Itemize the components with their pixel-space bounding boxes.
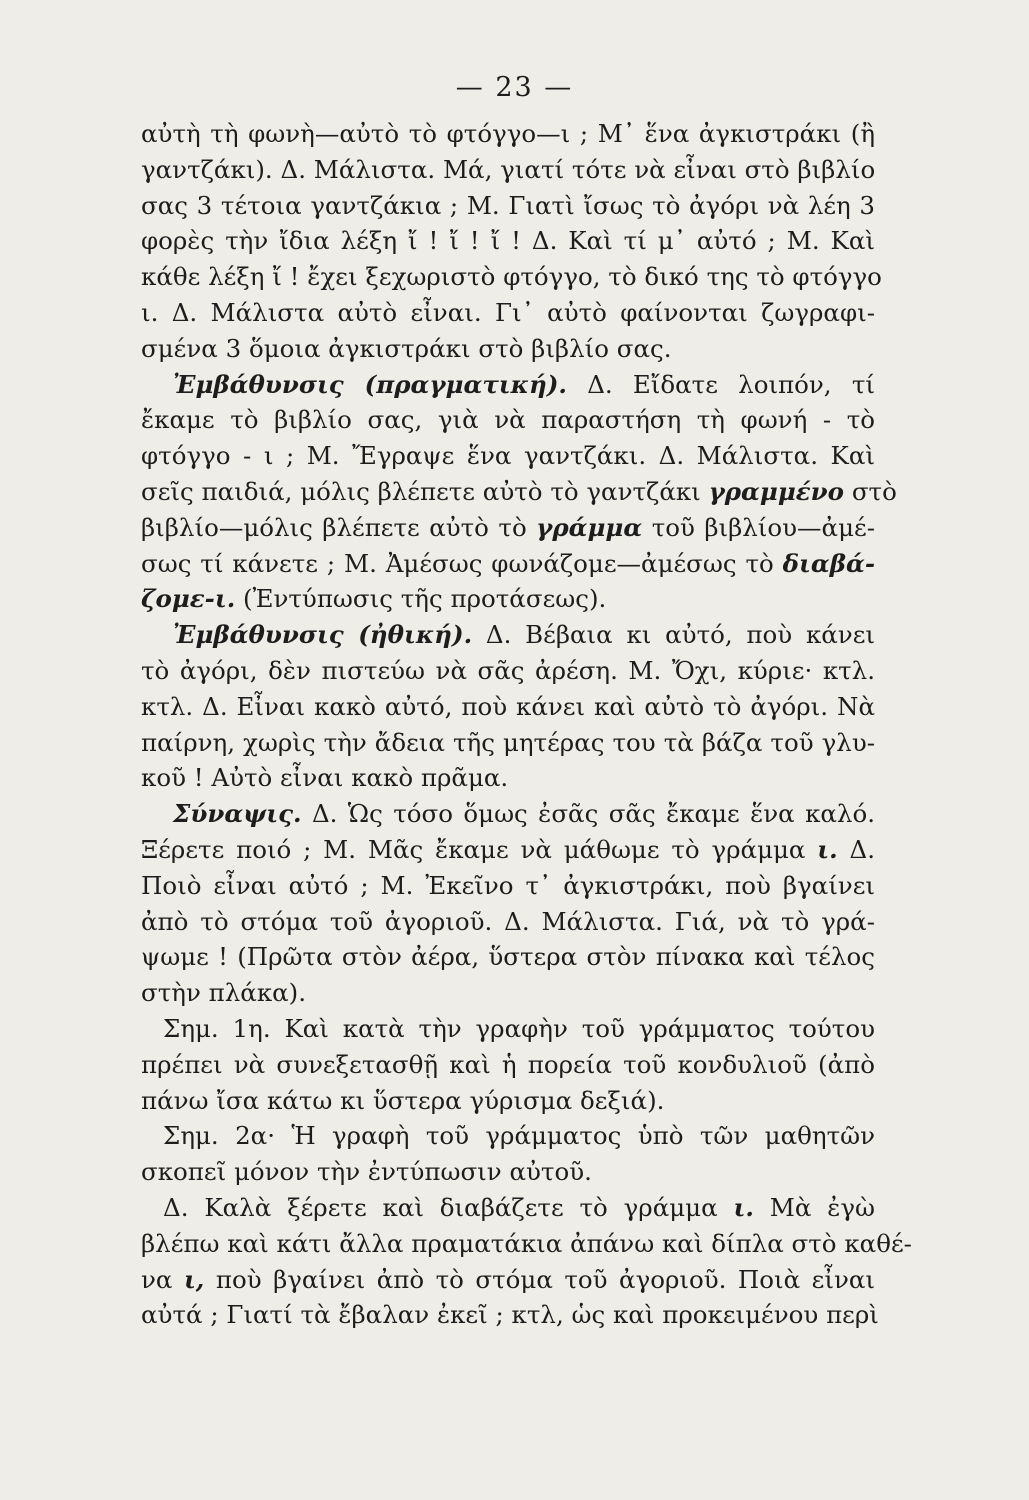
- text-line: [141, 1262, 875, 1298]
- text-run: Μὰ ἐγὼ: [769, 1192, 876, 1222]
- text-line: Σημ. 2α· Ἡ γραφὴ τοῦ γράμματος ὑπὸ τῶν μαθητῶν: [163, 1121, 875, 1151]
- text-line: κοῦ ! Αὐτὸ εἶναι κακὸ πρᾶμα.: [141, 763, 509, 793]
- text-line: στὴν πλάκα).: [141, 978, 307, 1008]
- text-run: βιβλίο—μόλις βλέπετε αὐτὸ τὸ: [141, 512, 527, 542]
- emphasis-word: γράμμα: [536, 512, 643, 542]
- text-line: φορὲς τὴν ἴδια λέξη ἴ ! ἴ ! ἴ ! Δ. Καὶ τί μ᾽ αὐτό ; Μ. Καὶ: [141, 226, 875, 256]
- text-line: αὐτὴ τὴ φωνὴ—αὐτὸ τὸ φτόγγο—ι ; Μ᾽ ἕνα ἀγκιστράκι (ἢ: [141, 119, 875, 148]
- text-line: πρέπει νὰ συνεξετασθῇ καὶ ἡ πορεία τοῦ κονδυλιοῦ (ἀπὸ: [141, 1049, 875, 1079]
- text-line: κάθε λέξη ἴ ! ἔχει ξεχωριστὸ φτόγγο, τὸ δικό της τὸ φτόγγο: [141, 262, 882, 292]
- text-line: τὸ ἀγόρι, δὲν πιστεύω νὰ σᾶς ἀρέση. Μ. Ὄχι, κύριε· κτλ.: [141, 655, 875, 685]
- emphasis-word: γραμμένο: [708, 476, 845, 506]
- text-line: [141, 617, 875, 653]
- section-heading: Ἐμβάθυνσις (πραγματική).: [173, 369, 567, 399]
- text-run: Δ. Εἴδατε λοιπόν, τί: [587, 369, 875, 399]
- text-line: βλέπω καὶ κάτι ἄλλα πραματάκια ἀπάνω καὶ δίπλα στὸ καθέ-: [141, 1228, 912, 1258]
- text-run: τοῦ βιβλίου—ἀμέ-: [651, 512, 875, 542]
- text-line: [141, 367, 875, 403]
- text-line: παίρνη, χωρὶς τὴν ἄδεια τῆς μητέρας του τὰ βάζα τοῦ γλυ-: [141, 727, 875, 757]
- text-run: Δ. Καλὰ ξέρετε καὶ διαβάζετε τὸ γράμμα: [163, 1192, 718, 1222]
- text-run: (Ἐντύπωσις τῆς προτάσεως).: [243, 584, 607, 614]
- text-line: [141, 581, 875, 617]
- text-run: σως τί κάνετε ; Μ. Ἀμέσως φωνάζομε—ἀμέσως τὸ: [141, 548, 774, 578]
- text-line: [141, 832, 875, 868]
- text-run: να: [141, 1264, 173, 1294]
- section-heading: Ἐμβάθυνσις (ἠθική).: [173, 620, 473, 650]
- emphasis-word: ι.: [817, 834, 838, 864]
- text-line: [141, 1190, 875, 1226]
- text-line: [141, 474, 897, 510]
- emphasis-word: ζομε-ι.: [141, 584, 236, 614]
- text-line: σας 3 τέτοια γαντζάκια ; Μ. Γιατὶ ἴσως τὸ ἀγόρι νὰ λέη 3: [141, 190, 875, 220]
- text-line: σμένα 3 ὅμοια ἀγκιστράκι στὸ βιβλίο σας.: [141, 333, 672, 363]
- text-line: πάνω ἴσα κάτω κι ὕστερα γύρισμα δεξιά).: [141, 1085, 665, 1115]
- text-line: [141, 510, 875, 546]
- text-run: Ξέρετε ποιό ; Μ. Μᾶς ἔκαμε νὰ μάθωμε τὸ γράμμα: [141, 834, 806, 864]
- section-heading: Σύναψις.: [173, 799, 302, 829]
- text-line: Σημ. 1η. Καὶ κατὰ τὴν γραφὴν τοῦ γράμματος τούτου: [163, 1013, 875, 1043]
- text-line: σκοπεῖ μόνον τὴν ἐντύπωσιν αὐτοῦ.: [141, 1157, 592, 1187]
- text-line: αὐτά ; Γιατί τὰ ἔβαλαν ἐκεῖ ; κτλ, ὡς καὶ προκειμένου περὶ: [141, 1300, 879, 1330]
- emphasis-word: ι,: [183, 1264, 205, 1294]
- text-run: σεῖς παιδιά, μόλις βλέπετε αὐτὸ τὸ γαντζάκι: [141, 476, 701, 506]
- text-run: ποὺ βγαίνει ἀπὸ τὸ στόμα τοῦ ἀγοριοῦ. Ποιὰ εἶναι: [215, 1264, 876, 1294]
- text-line: φτόγγο - ι ; Μ. Ἔγραψε ἕνα γαντζάκι. Δ. Μάλιστα. Καὶ: [141, 441, 875, 471]
- text-line: ψωμε ! (Πρῶτα στὸν ἀέρα, ὕστερα στὸν πίνακα καὶ τέλος: [141, 942, 875, 972]
- text-line: [141, 546, 875, 582]
- text-line: Ποιὸ εἶναι αὐτό ; Μ. Ἐκεῖνο τ᾽ ἀγκιστράκι, ποὺ βγαίνει: [141, 870, 875, 900]
- page-number: — 23 —: [455, 72, 574, 103]
- text-run: Δ. Ὡς τόσο ὅμως ἐσᾶς σᾶς ἔκαμε ἕνα καλό.: [311, 799, 875, 829]
- body-text: [141, 116, 912, 1333]
- text-run: στὸ: [851, 476, 897, 506]
- text-run: Δ.: [849, 834, 875, 864]
- emphasis-word: ι.: [733, 1192, 754, 1222]
- text-line: [141, 796, 875, 832]
- emphasis-word: διαβά-: [782, 548, 875, 578]
- text-line: ἀπὸ τὸ στόμα τοῦ ἀγοριοῦ. Δ. Μάλιστα. Γιά, νὰ τὸ γρά-: [141, 906, 875, 936]
- text-line: ι. Δ. Μάλιστα αὐτὸ εἶναι. Γι᾽ αὐτὸ φαίνονται ζωγραφι-: [141, 297, 875, 327]
- text-line: γαντζάκι). Δ. Μάλιστα. Μά, γιατί τότε νὰ εἶναι στὸ βιβλίο: [141, 154, 876, 184]
- text-line: ἔκαμε τὸ βιβλίο σας, γιὰ νὰ παραστήση τὴ φωνή - τὸ: [141, 405, 875, 435]
- text-run: Δ. Βέβαια κι αὐτό, ποὺ κάνει: [485, 620, 875, 650]
- text-line: κτλ. Δ. Εἶναι κακὸ αὐτό, ποὺ κάνει καὶ αὐτὸ τὸ ἀγόρι. Νὰ: [141, 691, 875, 721]
